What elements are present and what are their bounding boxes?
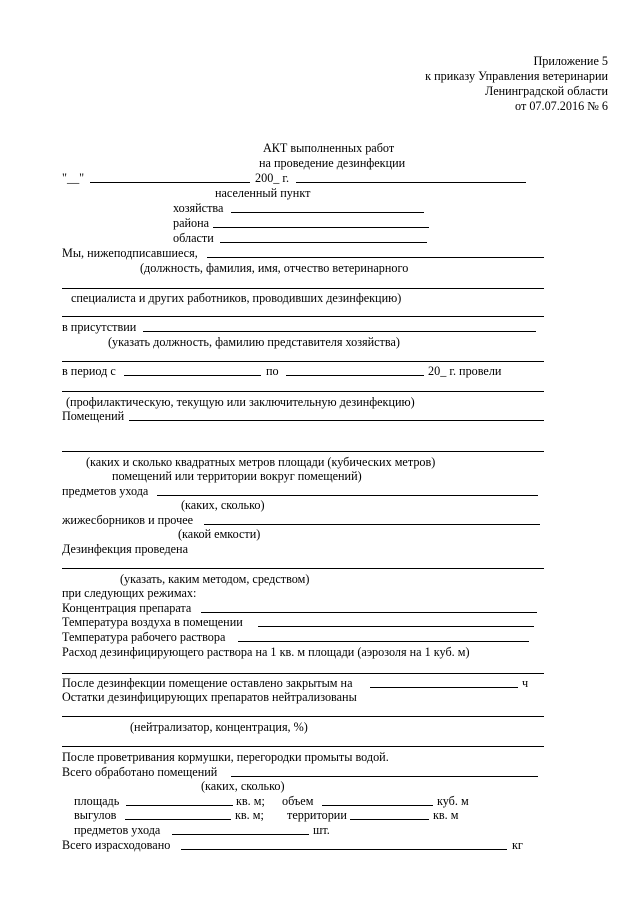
territory-blank	[350, 819, 429, 820]
residues-blank	[62, 716, 544, 717]
volume-blank	[322, 805, 433, 806]
farm-label: хозяйства	[173, 201, 224, 215]
settlement-blank	[296, 182, 526, 183]
header-line-1: Приложение 5	[533, 54, 608, 68]
type-blank	[62, 391, 544, 392]
hint-which-2: (каких, сколько)	[201, 779, 285, 793]
care-items-2-label: предметов ухода	[74, 823, 161, 837]
slurry-blank	[204, 524, 540, 525]
hint-owner: (указать должность, фамилию представителя хозяйства)	[108, 335, 400, 349]
neutralizer-blank	[62, 746, 544, 747]
settlement-label: населенный пункт	[215, 186, 311, 200]
disinfection-label: Дезинфекция проведена	[62, 542, 188, 556]
period-from-label: в период с	[62, 364, 116, 378]
total-rooms-label: Всего обработано помещений	[62, 765, 218, 779]
consumption-label: Расход дезинфицирующего раствора на 1 кв. м площади (аэрозоля на 1 куб. м)	[62, 645, 470, 659]
header-line-2: к приказу Управления ветеринарии	[425, 69, 608, 83]
total-used-blank	[181, 849, 507, 850]
runs-label: выгулов	[74, 808, 117, 822]
territory-label: территории	[287, 808, 347, 822]
district-label: района	[173, 216, 210, 230]
hint-which: (каких, сколько)	[181, 498, 265, 512]
closed-for-label: После дезинфекции помещение оставлено закрытым на	[62, 676, 353, 690]
residues-label: Остатки дезинфицирующих препаратов нейтрализованы	[62, 690, 357, 704]
hint-specialist: специалиста и других работников, проводивших дезинфекцию)	[71, 291, 402, 305]
region-blank	[220, 242, 427, 243]
concentration-blank	[201, 612, 537, 613]
closed-for-blank	[370, 687, 518, 688]
area-label: площадь	[74, 794, 120, 808]
date-quote: "__"	[62, 171, 85, 185]
sq-m-unit-3: кв. м	[433, 808, 459, 822]
hint-neutralizer: (нейтрализатор, концентрация, %)	[130, 720, 308, 734]
hint-capacity: (какой емкости)	[178, 527, 261, 541]
care-items-label: предметов ухода	[62, 484, 149, 498]
presence-blank	[143, 331, 536, 332]
volume-label: объем	[282, 794, 314, 808]
care-items-blank	[157, 495, 538, 496]
specialist-blank	[62, 288, 544, 289]
hint-position: (должность, фамилия, имя, отчество ветеринарного	[140, 261, 409, 275]
rooms-blank	[129, 420, 544, 421]
specialist-blank-2	[62, 316, 544, 317]
hint-area-2: помещений или территории вокруг помещений)	[112, 469, 362, 483]
hours-unit: ч	[522, 676, 529, 690]
period-from-blank	[124, 375, 261, 376]
owner-blank	[62, 361, 544, 362]
header-line-3: Ленинградской области	[485, 84, 608, 98]
slurry-label: жижесборников и прочее	[62, 513, 194, 527]
total-used-label: Всего израсходовано	[62, 838, 171, 852]
rooms-blank-2	[62, 451, 544, 452]
date-blank	[90, 182, 250, 183]
region-label: области	[173, 231, 214, 245]
sq-m-unit-2: кв. м;	[235, 808, 264, 822]
farm-blank	[231, 212, 424, 213]
period-to-label: по	[266, 364, 279, 378]
care-items-2-blank	[172, 834, 309, 835]
presence-label: в присутствии	[62, 320, 137, 334]
hint-area-1: (каких и сколько квадратных метров площади (кубических метров)	[86, 455, 436, 469]
solution-temp-blank	[238, 641, 529, 642]
method-blank	[62, 568, 544, 569]
title-line-2: на проведение дезинфекции	[259, 156, 406, 170]
title-line-1: АКТ выполненных работ	[263, 141, 395, 155]
ventilation-text: После проветривания кормушки, перегородки промыты водой.	[62, 750, 389, 764]
sq-m-unit: кв. м;	[236, 794, 265, 808]
runs-blank	[125, 819, 231, 820]
undersigned-blank	[207, 257, 544, 258]
period-to-blank	[286, 375, 424, 376]
area-blank	[126, 805, 233, 806]
solution-temp-label: Температура рабочего раствора	[62, 630, 226, 644]
district-blank	[213, 227, 429, 228]
hint-type: (профилактическую, текущую или заключительную дезинфекцию)	[66, 395, 415, 409]
header-line-4: от 07.07.2016 № 6	[515, 99, 608, 113]
kg-unit: кг	[512, 838, 523, 852]
period-end-label: 20_ г. провели	[428, 364, 502, 378]
year-label: 200_ г.	[255, 171, 290, 185]
pcs-unit: шт.	[313, 823, 330, 837]
hint-method: (указать, каким методом, средством)	[120, 572, 310, 586]
rooms-label: Помещений	[62, 409, 125, 423]
undersigned-label: Мы, нижеподписавшиеся,	[62, 246, 198, 260]
air-temp-label: Температура воздуха в помещении	[62, 615, 243, 629]
modes-label: при следующих режимах:	[62, 586, 197, 600]
air-temp-blank	[258, 626, 534, 627]
cu-m-unit: куб. м	[437, 794, 469, 808]
concentration-label: Концентрация препарата	[62, 601, 192, 615]
total-rooms-blank	[231, 776, 538, 777]
consumption-blank	[62, 673, 544, 674]
